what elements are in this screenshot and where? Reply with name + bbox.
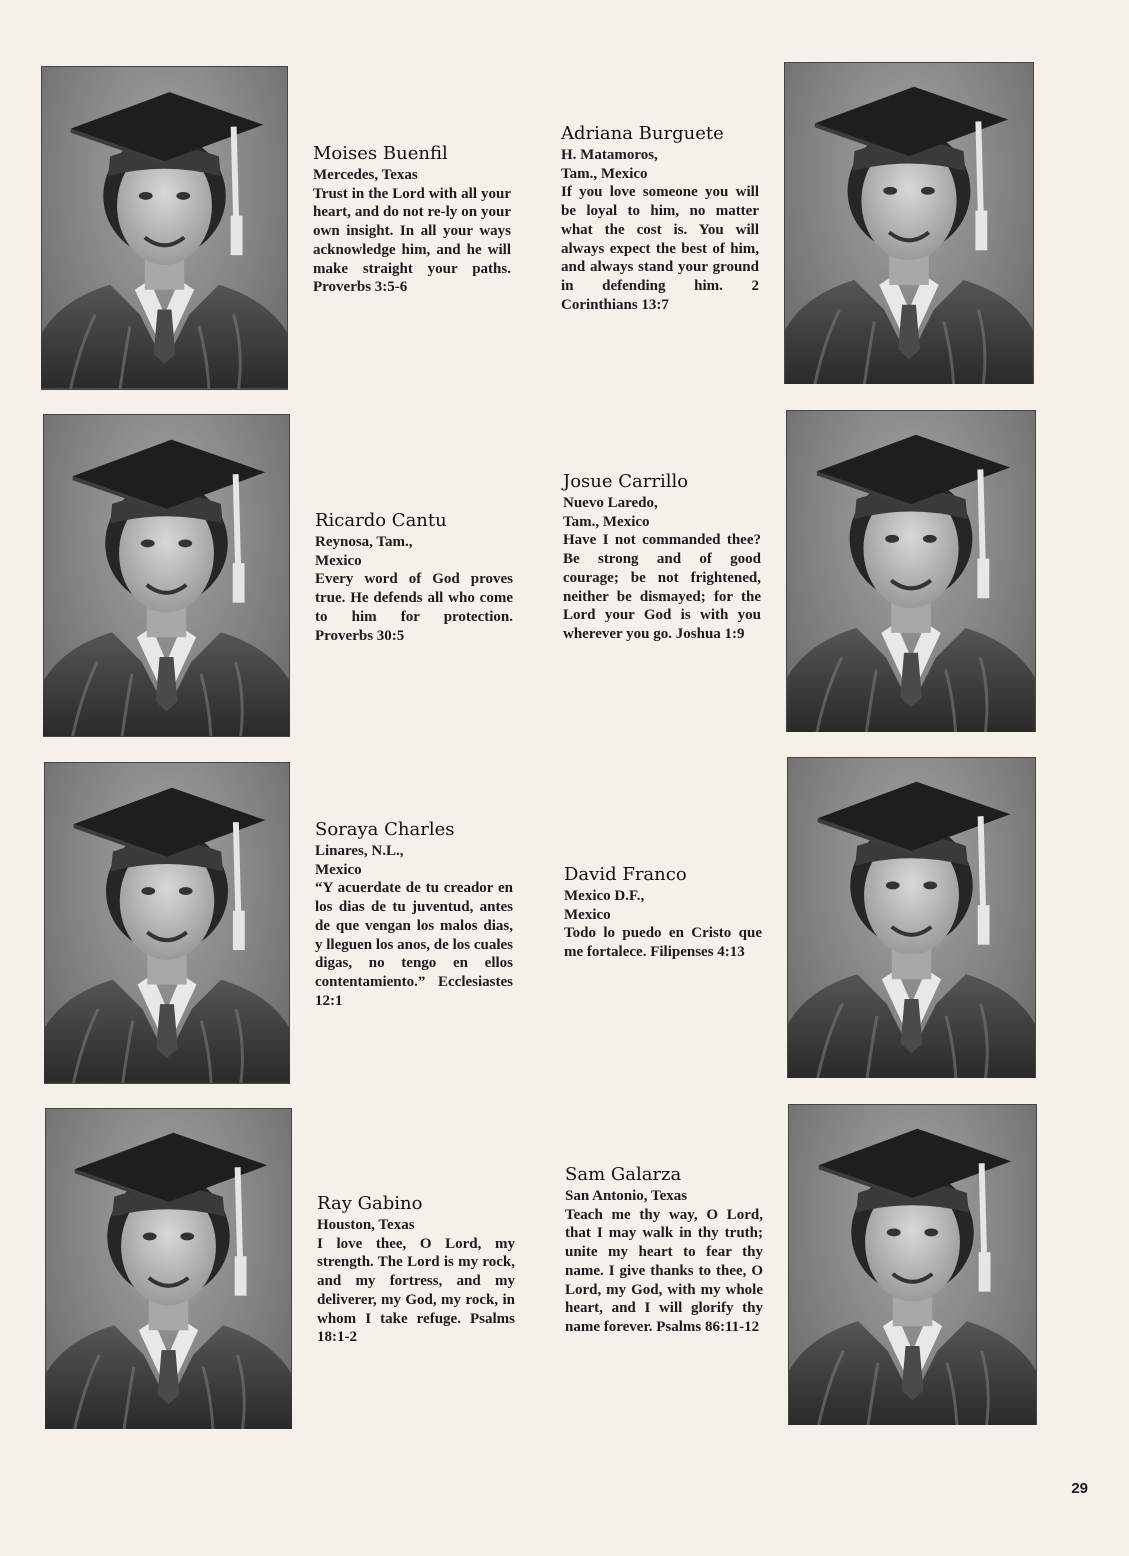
student-location: Houston, Texas <box>317 1217 415 1233</box>
student-photo <box>43 414 290 737</box>
student-entry <box>565 1164 763 1337</box>
student-photo <box>786 410 1036 732</box>
student-quote: Teach me thy way, O Lord, that I may walk in thy truth; unite my heart to fear thy name. I give thanks to thee, O Lord, my God, with my whole heart, and I will glorify thy name forever. Psalms 86:11-12 <box>565 1206 763 1335</box>
student-quote: Todo lo puedo en Cristo que me fortalece. Filipenses 4:13 <box>564 925 762 961</box>
student-name: Ricardo Cantu <box>315 510 447 531</box>
student-location: H. Matamoros, <box>561 147 658 163</box>
portrait-image <box>786 410 1036 732</box>
student-quote: Trust in the Lord with all your heart, and do not re-ly on your own insight. In all your ways acknowledge him, and he will make straight your paths. Proverbs 3:5-6 <box>313 185 511 296</box>
student-name: Moises Buenfil <box>313 143 448 164</box>
student-name: Ray Gabino <box>317 1193 423 1214</box>
student-quote: “Y acuerdate de tu creador en los dias de tu juventud, antes de que vengan los malos dias, y lleguen los anos, de los cuales digas, no tengo en ellos contentamiento.” Ecclesiastes 12:1 <box>315 880 513 1009</box>
student-photo <box>787 757 1036 1078</box>
student-quote: Every word of God proves true. He defends all who come to him for protection. Proverbs 30:5 <box>315 571 513 644</box>
student-entry <box>315 819 513 1010</box>
student-entry <box>564 864 762 962</box>
student-name: Adriana Burguete <box>561 123 724 144</box>
student-name: Soraya Charles <box>315 819 455 840</box>
portrait-image <box>41 66 288 390</box>
student-name: David Franco <box>564 864 687 885</box>
student-entry <box>313 143 511 297</box>
student-location: Mexico <box>315 552 362 569</box>
student-location: Nuevo Laredo, <box>563 495 658 511</box>
student-entry <box>561 123 759 314</box>
student-name: Josue Carrillo <box>563 471 689 492</box>
student-entry <box>563 471 761 644</box>
student-location: Mexico <box>315 861 362 878</box>
student-entry <box>315 510 513 645</box>
student-quote: I love thee, O Lord, my strength. The Lord is my rock, and my fortress, and my deliverer, my God, my rock, in whom I take refuge. Psalms 18:1-2 <box>317 1235 515 1346</box>
page-number: 29 <box>1071 1480 1088 1497</box>
student-location: Reynosa, Tam., <box>315 534 413 550</box>
student-quote: If you love someone you will be loyal to him, no matter what the cost is. You will always expect the best of him, and always stand your ground in defending him. 2 Corinthians 13:7 <box>561 184 759 313</box>
student-name: Sam Galarza <box>565 1164 682 1185</box>
student-location: Mexico D.F., <box>564 888 645 904</box>
student-photo <box>44 762 290 1084</box>
portrait-image <box>784 62 1034 384</box>
student-location: San Antonio, Texas <box>565 1188 688 1204</box>
student-location: Tam., Mexico <box>561 165 648 182</box>
portrait-image <box>44 762 290 1084</box>
portrait-image <box>788 1104 1037 1425</box>
portrait-image <box>43 414 290 737</box>
student-entry <box>317 1193 515 1347</box>
portrait-image <box>45 1108 292 1429</box>
student-photo <box>41 66 288 390</box>
student-photo <box>45 1108 292 1429</box>
student-location: Linares, N.L., <box>315 843 404 859</box>
student-location: Mercedes, Texas <box>313 167 418 183</box>
student-photo <box>788 1104 1037 1425</box>
student-photo <box>784 62 1034 384</box>
student-location: Mexico <box>564 906 611 923</box>
student-quote: Have I not commanded thee? Be strong and of good courage; be not frightened, neither be dismayed; for the Lord your God is with you wherever you go. Joshua 1:9 <box>563 532 761 642</box>
portrait-image <box>787 757 1036 1078</box>
student-location: Tam., Mexico <box>563 513 650 530</box>
